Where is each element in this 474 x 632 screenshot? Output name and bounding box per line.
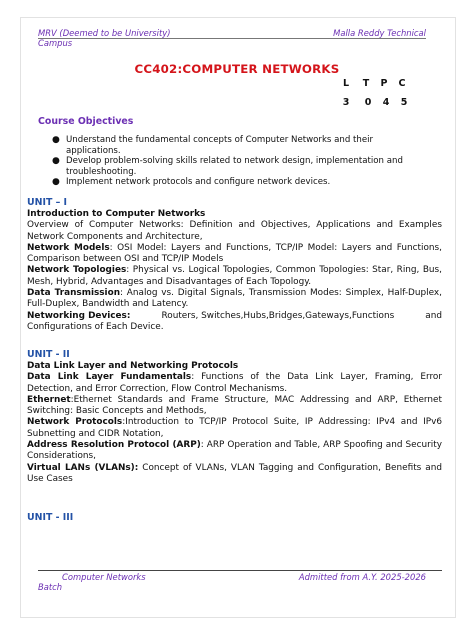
unit-3-heading: UNIT - III bbox=[27, 512, 74, 523]
footer-batch: Batch bbox=[38, 582, 63, 592]
unit-1-heading: UNIT – I bbox=[27, 197, 68, 208]
unit-1-devices: Networking Devices: Routers, Switches,Hubs,Bridges,Gateways,Functions and bbox=[27, 310, 442, 321]
ltpc-value-p: 4 bbox=[382, 97, 390, 108]
ltpc-label-c: C bbox=[398, 78, 406, 89]
ltpc-label-p: P bbox=[380, 78, 388, 89]
unit-2-topic: Ethernet:Ethernet Standards and Frame Structure, MAC Addressing and ARP, Ethernet Switching: Basic Concepts and Methods, bbox=[27, 394, 442, 417]
footer-rule bbox=[38, 570, 442, 571]
unit-1-topic: Network Models: OSI Model: Layers and Functions, TCP/IP Model: Layers and Functions, Comparison between OSI and TCP/IP Models bbox=[27, 242, 442, 265]
unit-1-overview: Overview of Computer Networks: Definition and Objectives, Applications and Examples Network Components and Architecture, bbox=[27, 220, 442, 242]
ltpc-label-l: L bbox=[342, 78, 350, 89]
unit-1-content bbox=[27, 209, 442, 333]
bullet-icon: ● bbox=[52, 177, 60, 188]
footer-course: Computer Networks bbox=[62, 572, 146, 582]
unit-1-title: Introduction to Computer Networks bbox=[27, 209, 206, 219]
unit-2-content bbox=[27, 361, 442, 485]
header-rule bbox=[38, 38, 426, 39]
unit-2-title: Data Link Layer and Networking Protocols bbox=[27, 361, 239, 371]
objective-item: ● Develop problem-solving skills related to network design, implementation and troubleshooting. bbox=[52, 156, 403, 177]
header-campus-continued: Campus bbox=[38, 38, 73, 48]
unit-2-heading: UNIT - II bbox=[27, 349, 70, 360]
objective-item: ● Implement network protocols and configure network devices. bbox=[52, 177, 331, 188]
objective-item: ● Understand the fundamental concepts of Computer Networks and their applications. bbox=[52, 135, 374, 156]
course-title: CC402:COMPUTER NETWORKS bbox=[134, 62, 340, 76]
ltpc-label-t: T bbox=[362, 78, 370, 89]
unit-1-devices-cont: Configurations of Each Device. bbox=[27, 321, 164, 332]
unit-1-topic: Network Topologies: Physical vs. Logical Topologies, Common Topologies: Star, Ring, Bus, Mesh, Hybrid, Advantages and Disadvantages of Each Topology. bbox=[27, 265, 442, 287]
objectives-heading: Course Objectives bbox=[38, 116, 134, 127]
unit-2-topic: Virtual LANs (VLANs): Concept of VLANs, VLAN Tagging and Configuration, Benefits and Use Cases bbox=[27, 462, 442, 484]
header-university: MRV (Deemed to be University) bbox=[38, 28, 171, 38]
unit-2-topic: Address Resolution Protocol (ARP): ARP Operation and Table, ARP Spoofing and Security Considerations, bbox=[27, 440, 442, 462]
bullet-icon: ● bbox=[52, 135, 60, 145]
unit-2-topic: Data Link Layer Fundamentals: Functions of the Data Link Layer, Framing, Error Detection, and Error Correction, Flow Control Mechanisms. bbox=[27, 372, 442, 394]
ltpc-value-t: 0 bbox=[364, 97, 372, 108]
unit-1-topic: Data Transmission: Analog vs. Digital Signals, Transmission Modes: Simplex, Half-Duplex, Full-Duplex, Bandwidth and Latency. bbox=[27, 288, 442, 310]
objectives-list bbox=[52, 135, 420, 188]
ltpc-value-l: 3 bbox=[342, 97, 350, 108]
bullet-icon: ● bbox=[52, 156, 60, 167]
footer-admitted: Admitted from A.Y. 2025-2026 bbox=[298, 572, 426, 582]
header-campus: Malla Reddy Technical bbox=[333, 28, 426, 38]
ltpc-value-c: 5 bbox=[400, 97, 408, 108]
unit-2-topic: Network Protocols:Introduction to TCP/IP Protocol Suite, IP Addressing: IPv4 and IPv6 Subnetting and CIDR Notation, bbox=[27, 417, 443, 439]
